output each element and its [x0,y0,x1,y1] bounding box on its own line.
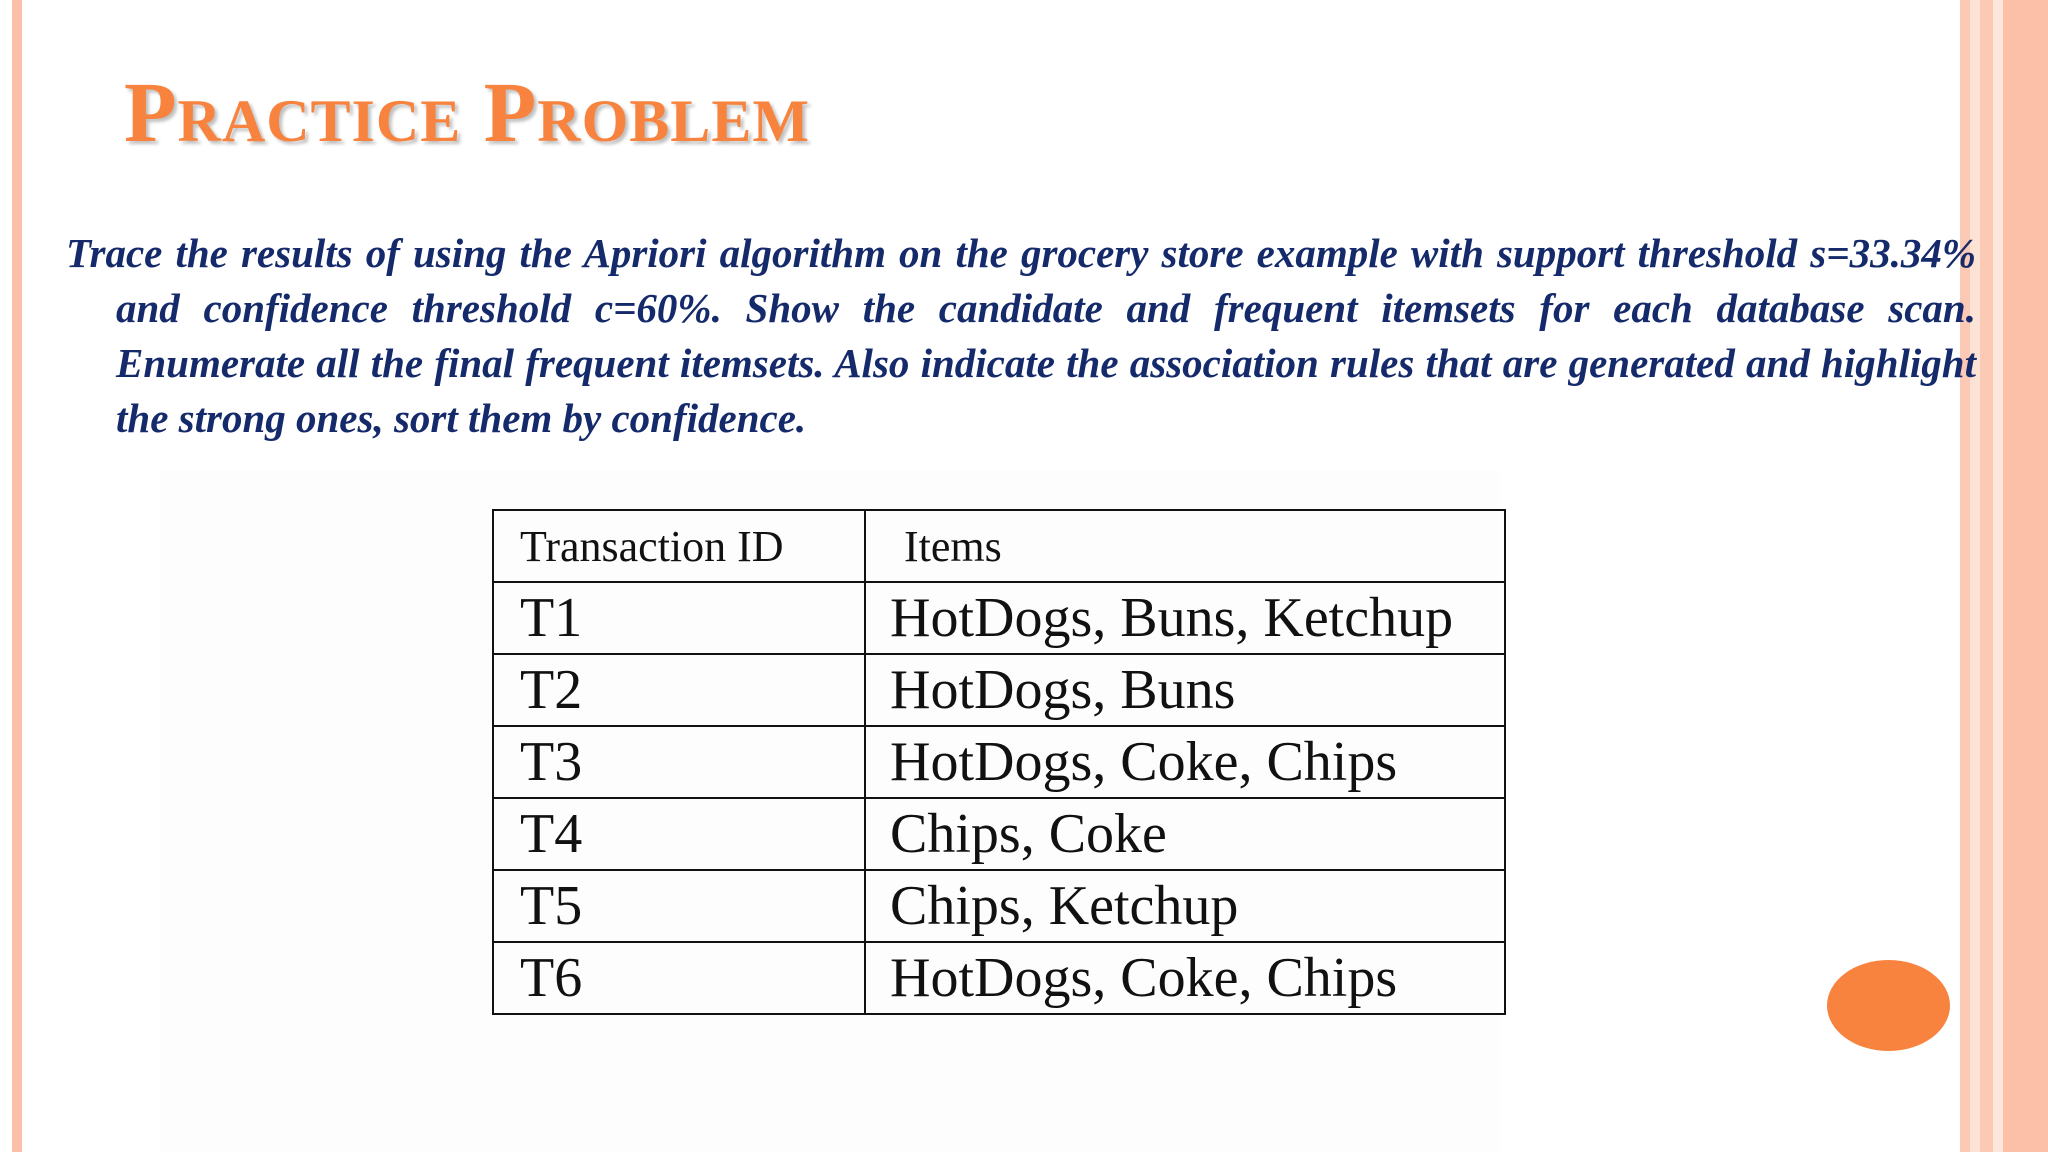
items-cell: HotDogs, Buns, Ketchup [865,582,1505,654]
items-cell: Chips, Ketchup [865,870,1505,942]
transaction-id-cell: T4 [493,798,865,870]
transaction-id-cell: T2 [493,654,865,726]
table-row [493,582,1505,654]
right-border-band [1960,0,1970,1152]
table-row [493,870,1505,942]
right-border-band [1980,0,1993,1152]
table-row [493,726,1505,798]
left-border-stripe [12,0,22,1152]
items-cell: Chips, Coke [865,798,1505,870]
table-header-row [493,510,1505,582]
header-items: Items [865,510,1505,582]
items-cell: HotDogs, Coke, Chips [865,942,1505,1014]
slide-title: Practice Problem [124,64,810,160]
orange-circle-decoration [1827,960,1950,1051]
table-row [493,654,1505,726]
right-border-band [2003,0,2048,1152]
transaction-id-cell: T1 [493,582,865,654]
right-border-band [1993,0,2003,1152]
right-border-band [1970,0,1980,1152]
transaction-id-cell: T5 [493,870,865,942]
problem-statement: Trace the results of using the Apriori algorithm on the grocery store example with support threshold s=33.34% and confidence threshold c=60%. Show the candidate and frequent itemsets for each database scan. Enumerate all the final frequent itemsets. Also indicate the association rules that are generated and highlight the strong ones, sort them by confidence. [66,230,1976,441]
transaction-id-cell: T3 [493,726,865,798]
transaction-id-cell: T6 [493,942,865,1014]
header-transaction-id: Transaction ID [493,510,865,582]
items-cell: HotDogs, Coke, Chips [865,726,1505,798]
table-row [493,798,1505,870]
items-cell: HotDogs, Buns [865,654,1505,726]
table-row [493,942,1505,1014]
transactions-table [492,509,1506,1015]
